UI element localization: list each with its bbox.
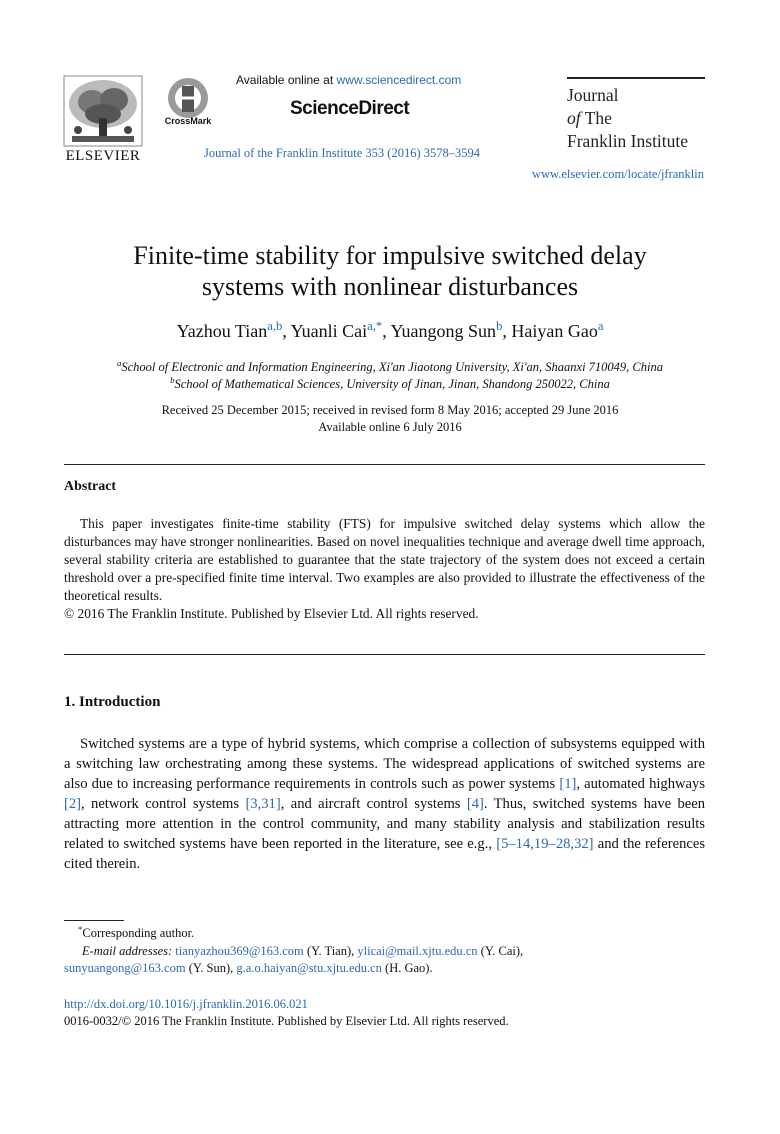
abstract-text: This paper investigates finite-time stability (FTS) for impulsive switched delay systems which allow the disturbances may have stronger nonlinearities. Based on novel inequalities technique and average dwell time approach, several stability criteria are established to guarantee that the state trajectory of the system does not exceed a certain threshold over a pre-specified finite time interval. Two examples are also provided to illustrate the effectiveness of the theoretical results. bbox=[64, 516, 705, 603]
issn-copyright-line: 0016-0032/© 2016 The Franklin Institute. Published by Elsevier Ltd. All rights reserved. bbox=[64, 1014, 509, 1028]
author-name: Yuangong Sun bbox=[390, 321, 497, 341]
author-affiliation-mark[interactable]: b bbox=[496, 319, 503, 333]
author-name: Haiyan Gao bbox=[511, 321, 598, 341]
journal-title-line-2 bbox=[567, 107, 688, 130]
citation-link[interactable]: [3, bbox=[245, 796, 262, 812]
paper-title bbox=[0, 240, 780, 302]
introduction-body bbox=[64, 734, 705, 874]
corresponding-author-note bbox=[78, 923, 195, 941]
author-name: Yuanli Cai bbox=[290, 321, 368, 341]
author-name: Yazhou Tian bbox=[176, 321, 268, 341]
corresponding-text: Corresponding author. bbox=[82, 926, 195, 940]
paper-title-line-1: Finite-time stability for impulsive switched delay bbox=[133, 241, 647, 270]
email-link[interactable]: g.a.o.haiyan@stu.xjtu.edu.cn bbox=[236, 961, 382, 975]
affiliation-mark: b bbox=[170, 374, 175, 385]
sciencedirect-brand: ScienceDirect bbox=[290, 98, 410, 119]
journal-homepage-link[interactable]: www.elsevier.com/locate/jfranklin bbox=[531, 167, 704, 181]
citation-link[interactable]: [4] bbox=[466, 796, 484, 812]
available-prefix: Available online at bbox=[236, 73, 334, 87]
crossmark-icon[interactable] bbox=[164, 76, 212, 136]
email-link[interactable]: ylicai@mail.xjtu.edu.cn bbox=[357, 944, 478, 958]
journal-reference[interactable]: Journal of the Franklin Institute 353 (2016) 3578–3594 bbox=[204, 146, 481, 160]
intro-text: Switched systems are a type of hybrid systems, which comprise a collection of subsystems equipped with a switching law orchestrating among these systems. The widespread applications of switched systems are also due to increasing performance requirements in controls such as power systems bbox=[64, 736, 705, 792]
intro-text: , network control systems bbox=[81, 796, 246, 812]
sciencedirect-link[interactable]: www.sciencedirect.com bbox=[336, 73, 462, 87]
elsevier-wordmark: ELSEVIER bbox=[65, 148, 141, 164]
affiliation-mark: a bbox=[116, 357, 122, 368]
journal-title-line-3: Franklin Institute bbox=[567, 131, 689, 151]
received-dates: Received 25 December 2015; received in revised form 8 May 2016; accepted 29 June 2016 bbox=[161, 403, 619, 417]
citation-link[interactable]: [2] bbox=[64, 796, 82, 812]
author-affiliation-mark[interactable]: a bbox=[597, 319, 604, 333]
abstract-copyright: © 2016 The Franklin Institute. Published by Elsevier Ltd. All rights reserved. bbox=[64, 606, 479, 621]
author-affiliation-mark[interactable]: a,b bbox=[267, 319, 283, 333]
abstract-top-rule bbox=[64, 464, 705, 465]
paper-title-line-2: systems with nonlinear disturbances bbox=[201, 272, 579, 301]
citation-link[interactable]: [1] bbox=[559, 776, 577, 792]
introduction-paragraph bbox=[64, 734, 705, 874]
intro-text: . Thus, switched systems have been attracting more attention in the control community, and many stability analysis and stabilization results related to switched systems have been reported in the literature, see e.g., bbox=[64, 796, 706, 852]
intro-text: , automated highways bbox=[576, 776, 706, 792]
intro-text: and the references cited therein. bbox=[64, 836, 705, 872]
footnote-mark: * bbox=[78, 923, 83, 934]
journal-title-rule bbox=[567, 77, 705, 79]
journal-title-the: The bbox=[584, 108, 612, 128]
available-online-date: Available online 6 July 2016 bbox=[318, 420, 462, 434]
email-addresses-line-2 bbox=[64, 961, 433, 976]
journal-title-of: of bbox=[567, 108, 581, 128]
available-online-line bbox=[236, 73, 461, 87]
journal-title-line-1: Journal bbox=[567, 85, 619, 105]
section-heading-introduction: 1. Introduction bbox=[64, 694, 161, 710]
footnote-rule bbox=[64, 920, 124, 921]
affiliation-b bbox=[0, 374, 780, 392]
abstract-bottom-rule bbox=[64, 654, 705, 655]
author-affiliation-mark[interactable]: a,* bbox=[367, 319, 383, 333]
doi-link[interactable]: http://dx.doi.org/10.1016/j.jfranklin.2016.06.021 bbox=[64, 997, 308, 1011]
email-link[interactable]: tianyazhou369@163.com bbox=[175, 944, 304, 958]
email-owner: (Y. Cai), bbox=[480, 944, 524, 958]
citation-link[interactable]: 19–28, bbox=[533, 836, 575, 852]
email-owner: (Y. Sun), bbox=[188, 961, 234, 975]
abstract-body bbox=[64, 515, 705, 605]
email-addresses-line-1 bbox=[82, 944, 523, 959]
citation-link[interactable]: [5–14, bbox=[496, 836, 534, 852]
author-list: Yazhou Tian$^{a,b}$, Yuanli Cai$^{a,*}$, Yuangong Sun$^b$, Haiyan Gao$^a$ bbox=[176, 319, 604, 341]
crossmark-label: CrossMark bbox=[164, 116, 212, 126]
email-owner: (H. Gao). bbox=[385, 961, 433, 975]
intro-text: , and aircraft control systems bbox=[280, 796, 467, 812]
abstract-heading: Abstract bbox=[64, 479, 117, 494]
affiliation-a bbox=[0, 357, 780, 375]
journal-title-logo bbox=[567, 84, 688, 153]
email-owner: (Y. Tian), bbox=[306, 944, 355, 958]
email-label: E-mail addresses: bbox=[82, 944, 173, 958]
citation-link[interactable]: 31] bbox=[261, 796, 281, 812]
citation-link[interactable]: 32] bbox=[574, 836, 594, 852]
email-link[interactable]: sunyuangong@163.com bbox=[64, 961, 186, 975]
affiliation-text: School of Electronic and Information Engineering, Xi'an Jiaotong University, Xi'an, Shaanxi 710049, China bbox=[121, 360, 663, 374]
affiliation-text: School of Mathematical Sciences, University of Jinan, Jinan, Shandong 250022, China bbox=[174, 377, 610, 391]
